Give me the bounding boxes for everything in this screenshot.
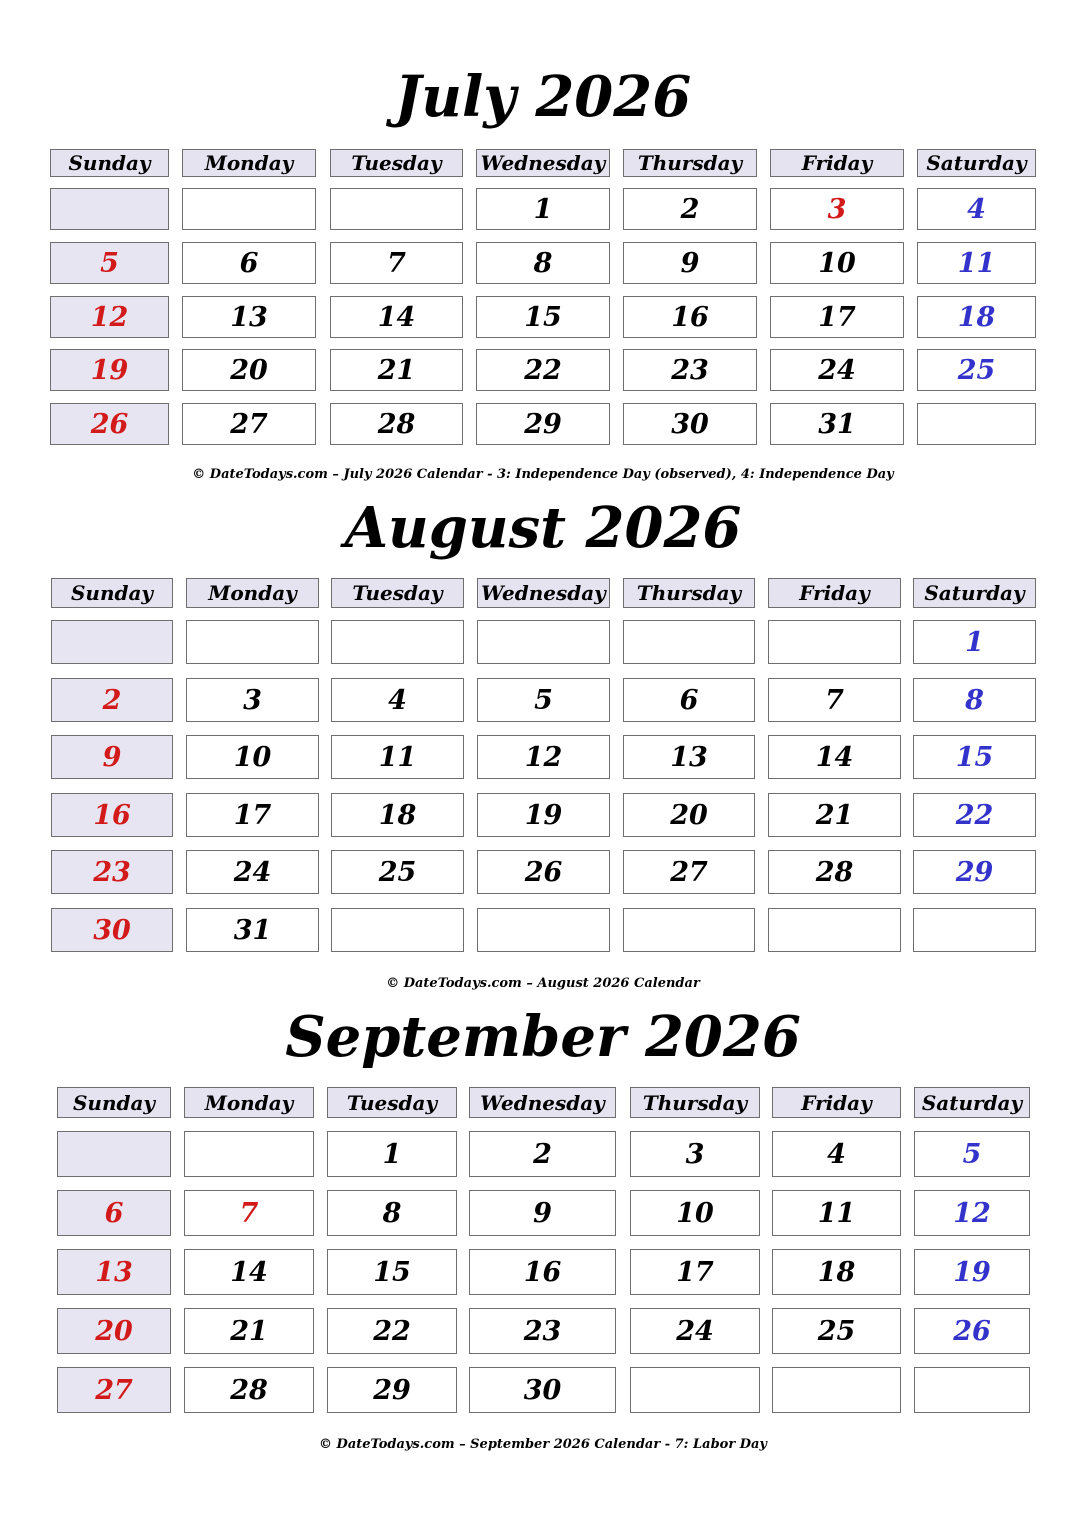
empty-day-cell [477,908,610,952]
day-cell: 28 [184,1367,314,1413]
day-cell: 28 [330,403,463,445]
day-cell: 19 [50,349,169,391]
day-cell: 21 [184,1308,314,1354]
weekday-header: Thursday [630,1087,760,1118]
day-cell: 10 [186,735,319,779]
day-cell: 20 [623,793,755,837]
empty-day-cell [917,403,1036,445]
day-cell: 25 [331,850,464,894]
day-cell: 23 [469,1308,616,1354]
day-cell: 27 [182,403,316,445]
day-cell: 10 [630,1190,760,1236]
weekday-header: Monday [182,149,316,177]
day-cell: 8 [476,242,610,284]
empty-day-cell [630,1367,760,1413]
day-cell: 13 [182,296,316,338]
day-cell: 1 [476,188,610,230]
day-cell: 15 [913,735,1036,779]
day-cell: 7 [330,242,463,284]
day-cell: 31 [770,403,904,445]
day-cell: 1 [327,1131,457,1177]
empty-day-cell [623,908,755,952]
weekday-header: Wednesday [476,149,610,177]
weekday-header: Friday [772,1087,901,1118]
day-cell: 14 [768,735,901,779]
day-cell: 5 [914,1131,1030,1177]
day-cell: 23 [623,349,757,391]
day-cell: 7 [184,1190,314,1236]
day-cell: 22 [913,793,1036,837]
day-cell: 4 [331,678,464,722]
day-cell: 21 [330,349,463,391]
day-cell: 9 [469,1190,616,1236]
day-cell: 24 [630,1308,760,1354]
weekday-header: Tuesday [330,149,463,177]
day-cell: 19 [914,1249,1030,1295]
day-cell: 18 [917,296,1036,338]
day-cell: 26 [914,1308,1030,1354]
day-cell: 9 [623,242,757,284]
weekday-header: Friday [768,578,901,608]
empty-day-cell [914,1367,1030,1413]
day-cell: 30 [51,908,173,952]
empty-day-cell [51,620,173,664]
weekday-header: Sunday [51,578,173,608]
day-cell: 24 [770,349,904,391]
day-cell: 21 [768,793,901,837]
day-cell: 8 [913,678,1036,722]
day-cell: 15 [327,1249,457,1295]
day-cell: 8 [327,1190,457,1236]
month-title: July 2026 [394,64,692,130]
day-cell: 13 [623,735,755,779]
empty-day-cell [182,188,316,230]
day-cell: 14 [330,296,463,338]
day-cell: 5 [477,678,610,722]
day-cell: 17 [770,296,904,338]
day-cell: 30 [469,1367,616,1413]
day-cell: 6 [182,242,316,284]
day-cell: 22 [327,1308,457,1354]
weekday-header: Tuesday [327,1087,457,1118]
day-cell: 11 [772,1190,901,1236]
empty-day-cell [772,1367,901,1413]
day-cell: 6 [623,678,755,722]
day-cell: 20 [182,349,316,391]
day-cell: 18 [772,1249,901,1295]
day-cell: 13 [57,1249,171,1295]
empty-day-cell [331,908,464,952]
day-cell: 3 [770,188,904,230]
month-title: September 2026 [285,1004,801,1070]
day-cell: 26 [50,403,169,445]
day-cell: 30 [623,403,757,445]
day-cell: 17 [630,1249,760,1295]
empty-day-cell [623,620,755,664]
day-cell: 10 [770,242,904,284]
day-cell: 12 [914,1190,1030,1236]
weekday-header: Sunday [57,1087,171,1118]
day-cell: 16 [623,296,757,338]
day-cell: 6 [57,1190,171,1236]
weekday-header: Saturday [917,149,1036,177]
day-cell: 12 [50,296,169,338]
day-cell: 24 [186,850,319,894]
day-cell: 16 [51,793,173,837]
day-cell: 29 [476,403,610,445]
day-cell: 23 [51,850,173,894]
day-cell: 9 [51,735,173,779]
day-cell: 15 [476,296,610,338]
day-cell: 4 [772,1131,901,1177]
day-cell: 11 [331,735,464,779]
day-cell: 3 [630,1131,760,1177]
month-footnote: © DateTodays.com – September 2026 Calendar - 7: Labor Day [319,1437,767,1452]
empty-day-cell [768,908,901,952]
day-cell: 1 [913,620,1036,664]
day-cell: 20 [57,1308,171,1354]
day-cell: 16 [469,1249,616,1295]
day-cell: 25 [917,349,1036,391]
day-cell: 19 [477,793,610,837]
empty-day-cell [50,188,169,230]
weekday-header: Sunday [50,149,169,177]
day-cell: 22 [476,349,610,391]
empty-day-cell [330,188,463,230]
weekday-header: Thursday [623,149,757,177]
day-cell: 18 [331,793,464,837]
day-cell: 26 [477,850,610,894]
day-cell: 25 [772,1308,901,1354]
day-cell: 3 [186,678,319,722]
empty-day-cell [768,620,901,664]
month-title: August 2026 [344,495,742,561]
day-cell: 2 [51,678,173,722]
empty-day-cell [186,620,319,664]
weekday-header: Thursday [623,578,755,608]
day-cell: 11 [917,242,1036,284]
weekday-header: Saturday [914,1087,1030,1118]
weekday-header: Monday [184,1087,314,1118]
day-cell: 28 [768,850,901,894]
day-cell: 14 [184,1249,314,1295]
day-cell: 31 [186,908,319,952]
month-footnote: © DateTodays.com – August 2026 Calendar [386,976,700,991]
day-cell: 27 [623,850,755,894]
weekday-header: Monday [186,578,319,608]
weekday-header: Tuesday [331,578,464,608]
day-cell: 29 [327,1367,457,1413]
empty-day-cell [913,908,1036,952]
empty-day-cell [57,1131,171,1177]
empty-day-cell [331,620,464,664]
empty-day-cell [184,1131,314,1177]
day-cell: 2 [469,1131,616,1177]
weekday-header: Friday [770,149,904,177]
day-cell: 29 [913,850,1036,894]
day-cell: 27 [57,1367,171,1413]
weekday-header: Wednesday [477,578,610,608]
weekday-header: Saturday [913,578,1036,608]
empty-day-cell [477,620,610,664]
day-cell: 17 [186,793,319,837]
day-cell: 7 [768,678,901,722]
day-cell: 5 [50,242,169,284]
day-cell: 2 [623,188,757,230]
weekday-header: Wednesday [469,1087,616,1118]
month-footnote: © DateTodays.com – July 2026 Calendar - 3: Independence Day (observed), 4: Independence Day [192,467,894,482]
day-cell: 12 [477,735,610,779]
day-cell: 4 [917,188,1036,230]
